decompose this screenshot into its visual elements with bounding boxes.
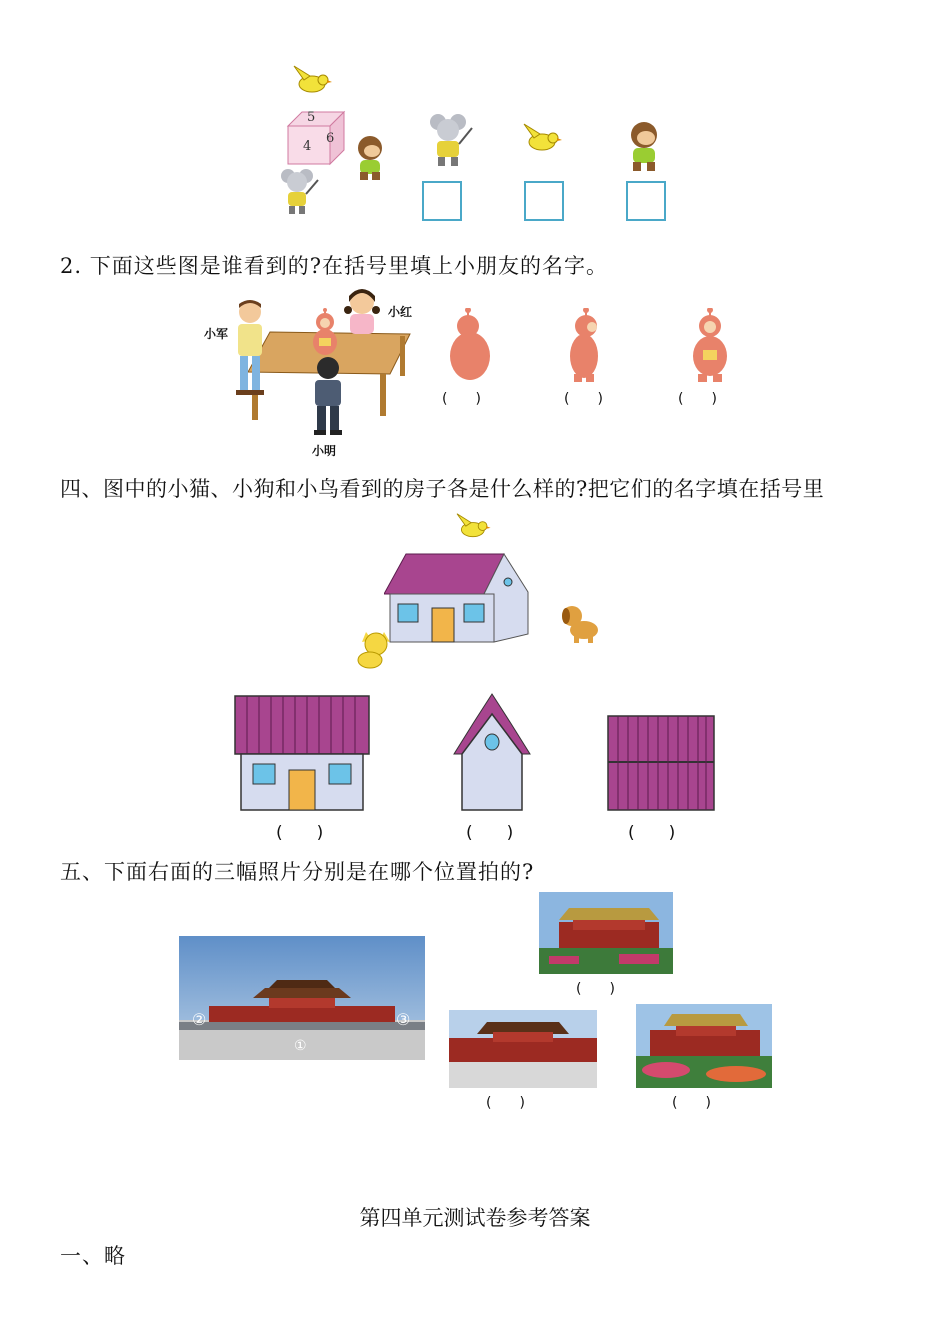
blank-paren[interactable]: ( ) <box>564 391 603 407</box>
girl-figure <box>340 286 386 336</box>
monkey-icon <box>622 120 666 172</box>
position-marker-1: ① <box>294 1038 307 1054</box>
position-marker-2: ② <box>192 1010 207 1029</box>
cat-icon <box>354 626 398 670</box>
house-top-view <box>606 714 716 812</box>
question-2: 2. 下面这些图是谁看到的?在括号里填上小朋友的名字。 <box>60 254 608 278</box>
bird-icon <box>452 512 492 542</box>
name-label-left: 小军 <box>204 327 229 341</box>
cube-top-number: 5 <box>307 110 316 125</box>
name-label-bottom: 小明 <box>312 444 337 458</box>
mouse-icon <box>428 112 476 168</box>
answers-title: 第四单元测试卷参考答案 <box>359 1206 591 1230</box>
boy-back-figure <box>306 356 350 438</box>
answer-item-1: 一、略 <box>60 1244 126 1268</box>
tiananmen-photo-b <box>449 1010 597 1088</box>
position-marker-3: ③ <box>396 1010 411 1029</box>
blank-paren[interactable]: ( ) <box>466 823 514 843</box>
monkey-icon <box>350 134 390 182</box>
cube-side-number: 6 <box>326 131 335 146</box>
blank-paren[interactable]: ( ) <box>576 981 615 997</box>
answer-box[interactable] <box>524 181 564 221</box>
house-3d <box>384 552 530 644</box>
doll-front-view <box>688 308 732 384</box>
blank-paren[interactable]: ( ) <box>628 823 676 843</box>
answer-box[interactable] <box>422 181 462 221</box>
house-side-view <box>452 692 532 812</box>
tiananmen-photo-c <box>636 1004 772 1088</box>
tiananmen-photo-a <box>539 892 673 974</box>
mouse-icon <box>280 168 324 216</box>
house-front-view <box>233 694 371 812</box>
doll-figure <box>308 308 342 356</box>
dog-icon <box>556 602 600 644</box>
blank-paren[interactable]: ( ) <box>486 1095 525 1111</box>
blank-paren[interactable]: ( ) <box>276 823 324 843</box>
answer-box[interactable] <box>626 181 666 221</box>
bird-icon <box>520 122 562 156</box>
bird-icon <box>290 62 332 96</box>
doll-back-view <box>446 308 494 384</box>
question-5: 五、下面右面的三幅照片分别是在哪个位置拍的? <box>60 860 535 884</box>
cube-front-number: 4 <box>303 139 312 154</box>
number-cube <box>286 108 346 166</box>
blank-paren[interactable]: ( ) <box>672 1095 711 1111</box>
question-4: 四、图中的小猫、小狗和小鸟看到的房子各是什么样的?把它们的名字填在括号里 <box>60 477 825 501</box>
doll-side-view <box>566 308 606 384</box>
blank-paren[interactable]: ( ) <box>678 391 717 407</box>
boy-figure <box>228 298 274 398</box>
name-label-right: 小红 <box>388 305 413 319</box>
blank-paren[interactable]: ( ) <box>442 391 481 407</box>
